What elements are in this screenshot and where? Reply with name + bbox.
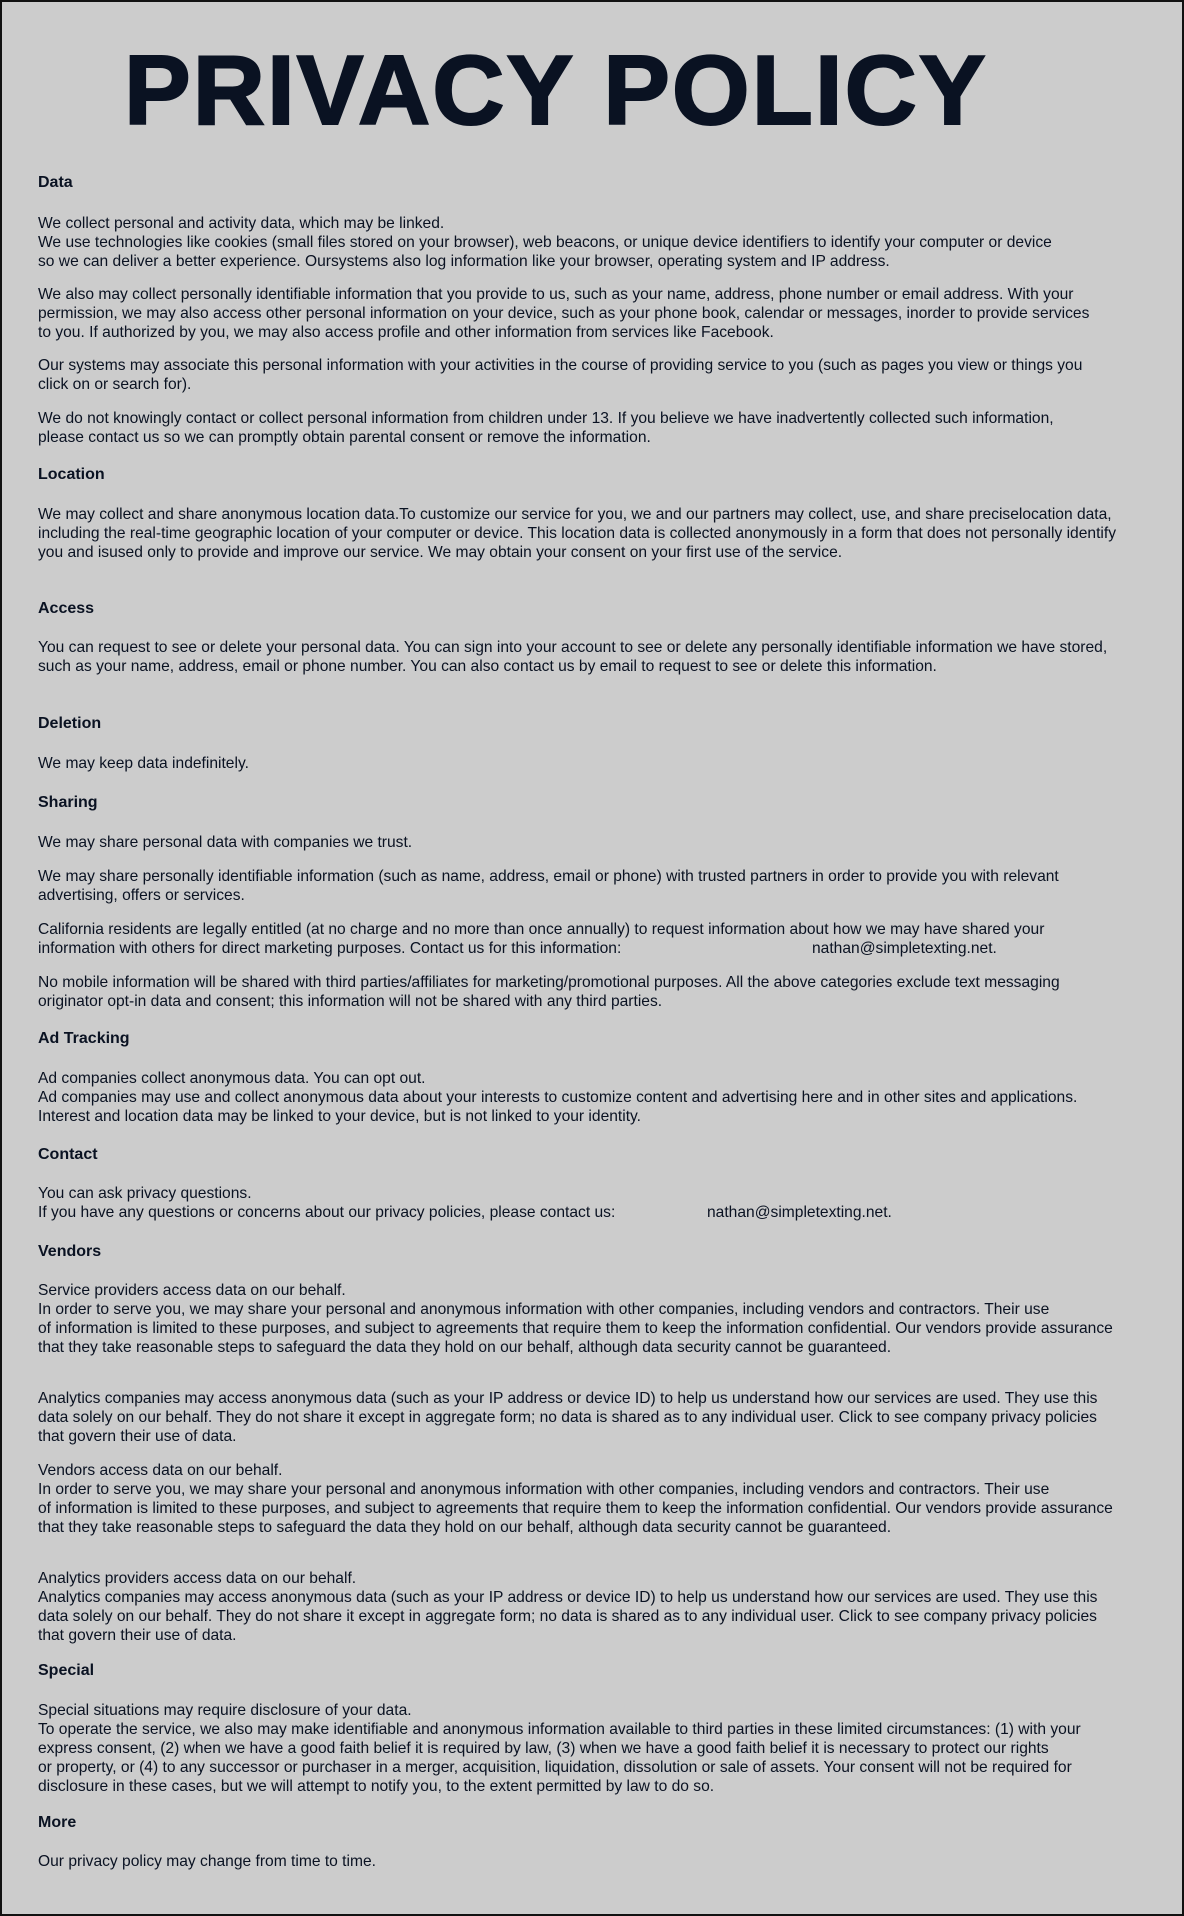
vendors-paragraph-4: Analytics providers access data on our behalf. Analytics companies may access anonymous data (such as your IP address or device ID) to help us understand how our services are used. They use this data solely on our behalf. They do not share it except in aggregate form; no data is shared as to any individual user. Click to see company privacy policies that govern their use of data. — [38, 1570, 1098, 1644]
section-heading-deletion: Deletion — [38, 715, 102, 732]
page-title: PRIVACY POLICY — [124, 35, 988, 145]
contact-email[interactable]: nathan@simpletexting.net. — [707, 1204, 892, 1221]
ad-tracking-paragraph-1: Ad companies collect anonymous data. You can opt out. Ad companies may use and collect anonymous data about your interests to customize content and advertising here and in other sites and applications. Interest and location data may be linked to your device, but is not linked to your identity. — [38, 1070, 1078, 1125]
access-paragraph-1: You can request to see or delete your personal data. You can sign into your account to see or delete any personally identifiable information we have stored, such as your name, address, email or phone number. You can also contact us by email to request to see or delete this information. — [38, 639, 1108, 675]
special-paragraph-1: Special situations may require disclosure of your data. To operate the service, we also may make identifiable and anonymous information available to third parties in these limited circumstances: (1) with your express consent, (2) when we have a good faith belief it is required by law, (3) when we have a good faith belief it is necessary to protect our rights or property, or (4) to any successor or purchaser in a merger, acquisition, liquidation, dissolution or sale of assets. Your consent will not be required for disclosure in these cases, but we will attempt to notify you, to the extent permitted by law to do so. — [38, 1702, 1081, 1795]
data-paragraph-3: Our systems may associate this personal information with your activities in the course of providing service to you (such as pages you view or things you click on or search for). — [38, 357, 1083, 393]
section-heading-sharing: Sharing — [38, 794, 98, 811]
sharing-paragraph-3-line-1: California residents are legally entitled (at no charge and no more than once annually) to request information about how we may have shared your — [38, 921, 1045, 938]
section-heading-data: Data — [38, 174, 73, 191]
sharing-paragraph-4: No mobile information will be shared with third parties/affiliates for marketing/promotional purposes. All the above categories exclude text messaging originator opt-in data and consent; this information will not be shared with any third parties. — [38, 974, 1060, 1010]
data-paragraph-2: We also may collect personally identifiable information that you provide to us, such as your name, address, phone number or email address. With your permission, we may also access other personal information on your device, such as your phone book, calendar or messages, inorder to provide services to you. If authorized by you, we may also access profile and other information from services like Facebook. — [38, 286, 1090, 341]
section-heading-location: Location — [38, 466, 105, 483]
vendors-paragraph-2: Analytics companies may access anonymous data (such as your IP address or device ID) to help us understand how our services are used. They use this data solely on our behalf. They do not share it except in aggregate form; no data is shared as to any individual user. Click to see company privacy policies that govern their use of data. — [38, 1390, 1098, 1445]
section-heading-contact: Contact — [38, 1146, 98, 1163]
vendors-paragraph-3: Vendors access data on our behalf. In order to serve you, we may share your personal and anonymous information with other companies, including vendors and contractors. Their use of information is limited to these purposes, and subject to agreements that require them to keep the information confidential. Our vendors provide assurance that they take reasonable steps to safeguard the data they hold on our behalf, although data security cannot be guaranteed. — [38, 1462, 1113, 1536]
data-paragraph-4: We do not knowingly contact or collect personal information from children under 13. If you believe we have inadvertently collected such information, please contact us so we can promptly obtain parental consent or remove the information. — [38, 410, 1054, 446]
contact-paragraph-line-1: You can ask privacy questions. — [38, 1185, 252, 1202]
sharing-paragraph-2: We may share personally identifiable information (such as name, address, email or phone) with trusted partners in order to provide you with relevant advertising, offers or services. — [38, 868, 1059, 904]
section-heading-more: More — [38, 1814, 77, 1831]
more-paragraph-1: Our privacy policy may change from time to time. — [38, 1853, 376, 1870]
section-heading-special: Special — [38, 1662, 95, 1679]
data-paragraph-1: We collect personal and activity data, which may be linked. We use technologies like cookies (small files stored on your browser), web beacons, or unique device identifiers to identify your computer or device so we can deliver a better experience. Oursystems also log information like your browser, operating system and IP address. — [38, 215, 1052, 270]
vendors-paragraph-1: Service providers access data on our behalf. In order to serve you, we may share your personal and anonymous information with other companies, including vendors and contractors. Their use of information is limited to these purposes, and subject to agreements that require them to keep the information confidential. Our vendors provide assurance that they take reasonable steps to safeguard the data they hold on our behalf, although data security cannot be guaranteed. — [38, 1282, 1113, 1356]
sharing-paragraph-1: We may share personal data with companies we trust. — [38, 834, 413, 851]
contact-paragraph-line-2: If you have any questions or concerns about our privacy policies, please contact us: — [38, 1204, 616, 1221]
section-heading-ad-tracking: Ad Tracking — [38, 1030, 130, 1047]
sharing-paragraph-3-line-2: information with others for direct marketing purposes. Contact us for this information: — [38, 940, 622, 957]
deletion-paragraph-1: We may keep data indefinitely. — [38, 755, 249, 772]
section-heading-vendors: Vendors — [38, 1243, 102, 1260]
sharing-contact-email[interactable]: nathan@simpletexting.net. — [812, 940, 997, 957]
location-paragraph-1: We may collect and share anonymous location data.To customize our service for you, we and our partners may collect, use, and share preciselocation data, including the real-time geographic location of your computer or device. This location data is collected anonymously in a form that does not personally identify you and isused only to provide and improve our service. We may obtain your consent on your first use of the service. — [38, 506, 1117, 561]
section-heading-access: Access — [38, 600, 95, 617]
